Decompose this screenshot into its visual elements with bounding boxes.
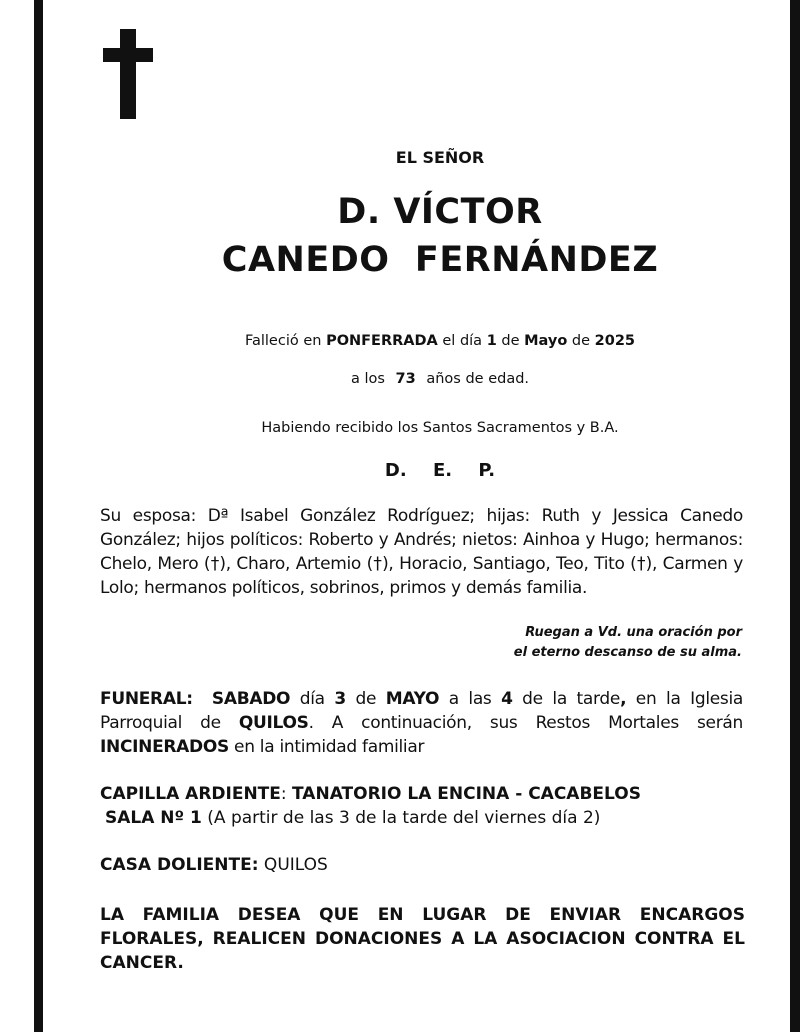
prayer-request: Ruegan a Vd. una oración por el eterno descanso de su alma. [513,625,742,660]
donation-notice: LA FAMILIA DESEA QUE EN LUGAR DE ENVIAR ENCARGOS FLORALES, REALICEN DONACIONES A LA ASOCIACION CONTRA EL CANCER. [100,905,745,973]
family-paragraph: Su esposa: Dª Isabel González Rodríguez; hijas: Ruth y Jessica Canedo González; hijos políticos: Roberto y Andrés; nietos: Ainhoa y Hugo; hermanos: Chelo, Mero (†), Charo, Artemio (†), Horacio, Santiago, Teo, Tito (†), Carmen y Lolo; hermanos políticos, sobrinos, primos y demás familia. [100,506,743,598]
death-info: Falleció en PONFERRADA el día 1 de Mayo de 2025 [244,333,636,349]
chapel-info: CAPILLA ARDIENTE: TANATORIO LA ENCINA - CACABELOS SALA Nº 1 (A partir de las 3 de la tarde del viernes día 2) [100,784,641,828]
funeral-label: FUNERAL: [100,689,193,709]
house-label: CASA DOLIENTE: [100,855,259,875]
cross-icon [103,29,153,119]
deceased-name-line1: D. VÍCTOR [337,192,543,232]
death-place: PONFERRADA [326,333,438,349]
chapel-label: CAPILLA ARDIENTE [100,784,281,804]
deceased-name-line2: CANEDO FERNÁNDEZ [221,240,659,280]
age-info: a los 73 años de edad. [350,371,530,387]
funeral-paragraph: FUNERAL: SABADO día 3 de MAYO a las 4 de la tarde, en la Iglesia Parroquial de QUILOS. A continuación, sus Restos Mortales serán INCINERADOS en la intimidad familiar [100,689,744,757]
age: 73 [395,371,416,387]
death-year: 2025 [594,333,636,349]
funeral-place: QUILOS [238,713,309,733]
dep-line: D. E. P. [384,460,496,481]
death-day: 1 [486,333,497,349]
chapel-place: TANATORIO LA ENCINA - CACABELOS [292,784,641,804]
house-info: CASA DOLIENTE: QUILOS [100,855,328,875]
death-month: Mayo [524,333,568,349]
chapel-room: SALA Nº 1 [105,808,202,828]
sacraments-line: Habiendo recibido los Santos Sacramentos y B.A. [261,420,619,436]
title: EL SEÑOR [395,148,485,167]
